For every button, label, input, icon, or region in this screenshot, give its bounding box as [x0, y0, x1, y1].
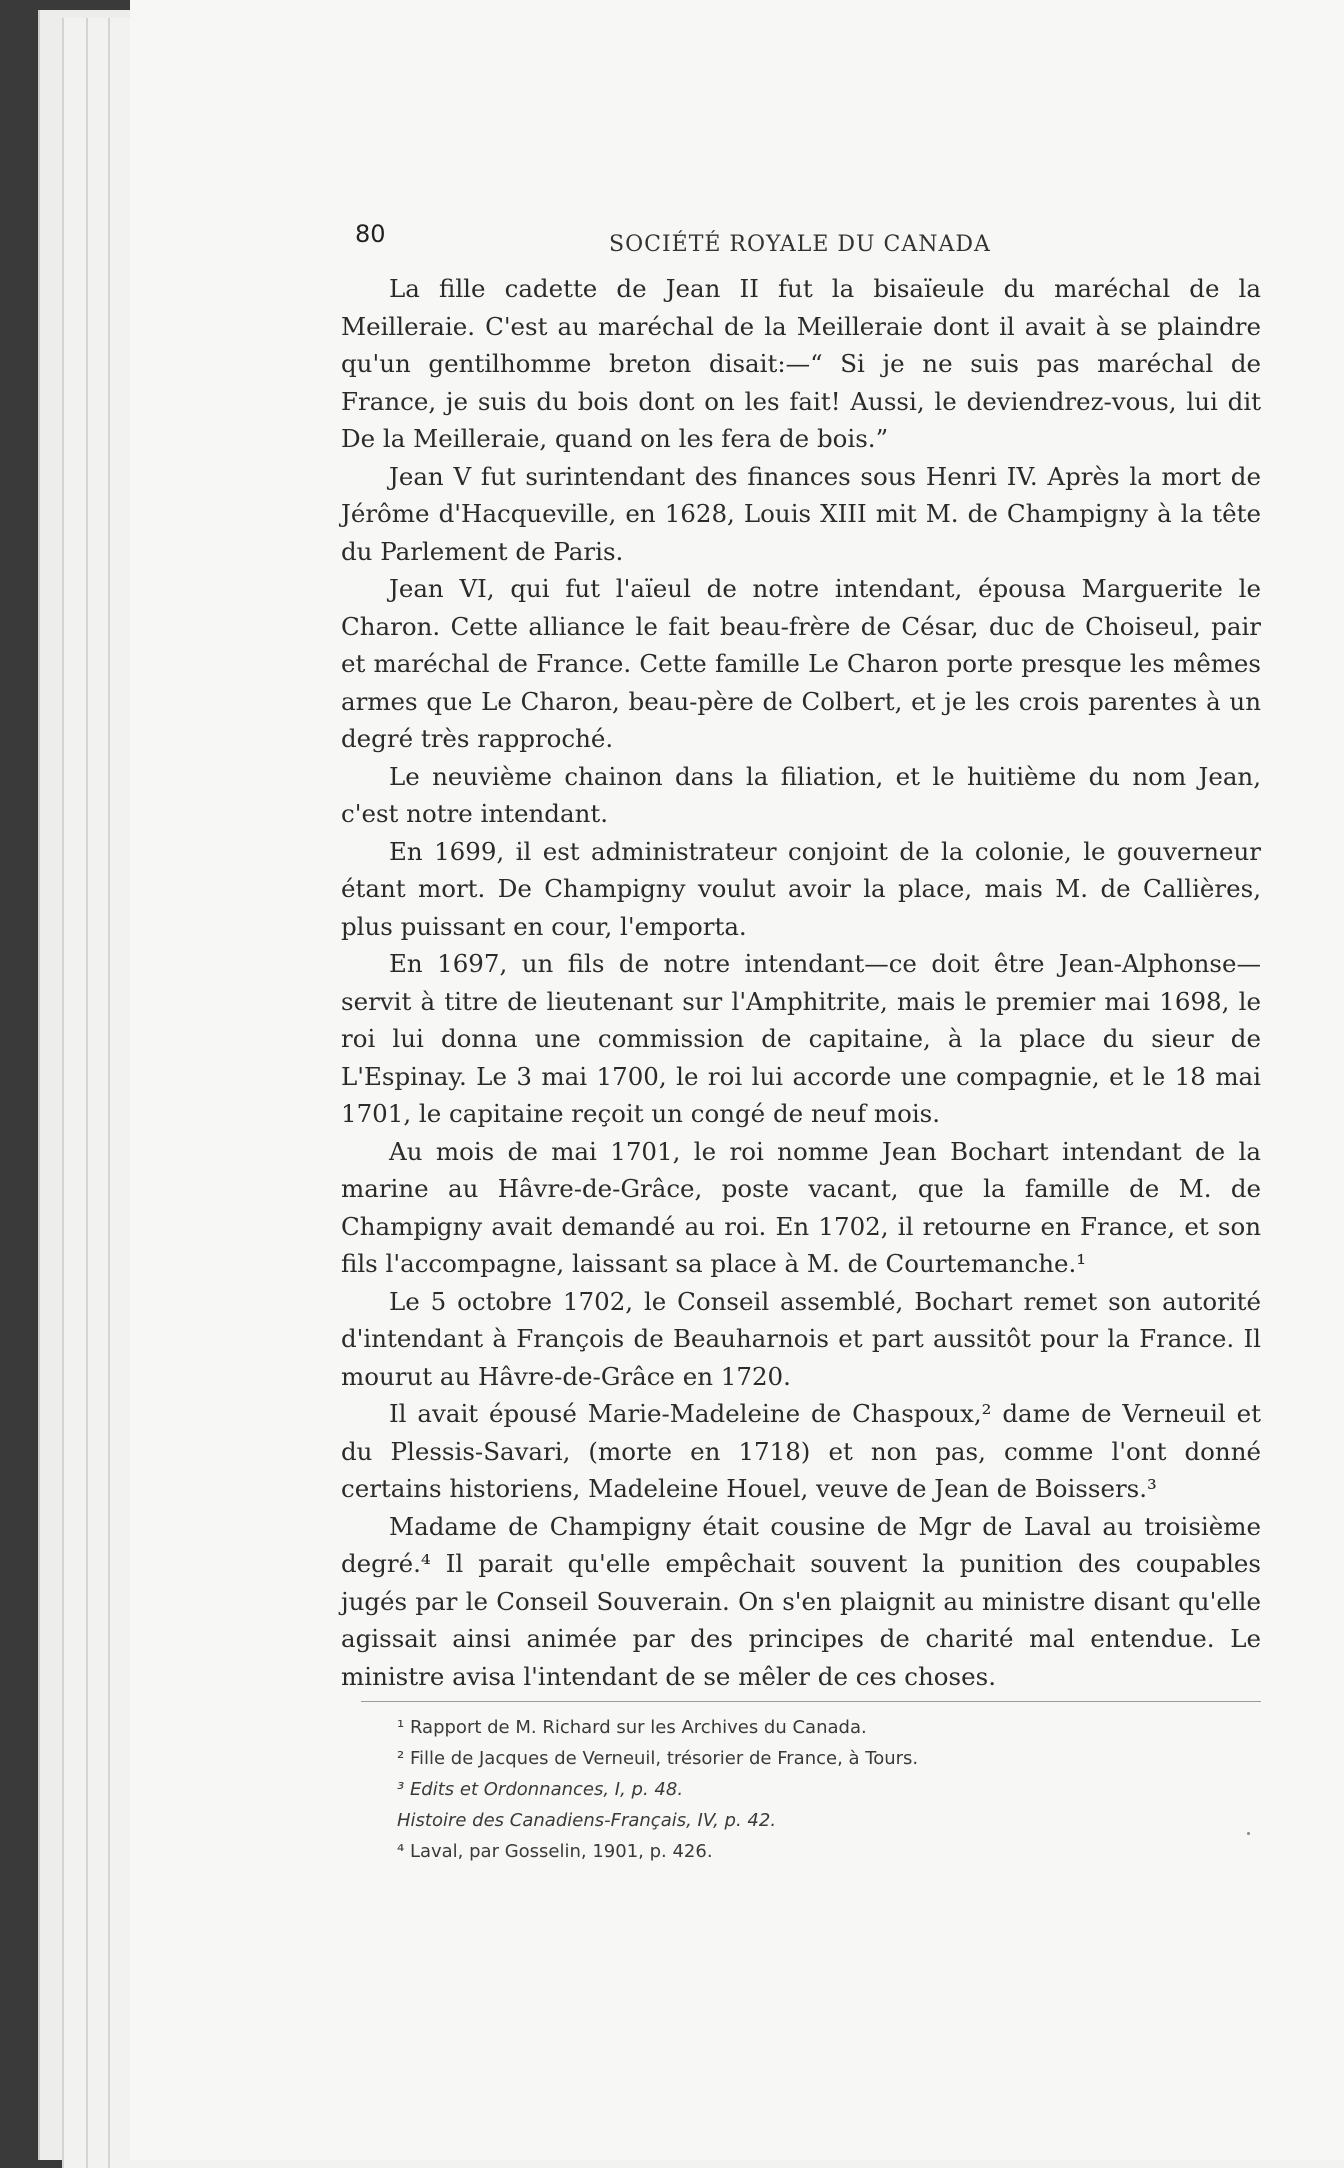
footnote: ³ Edits et Ordonnances, I, p. 48. — [397, 1779, 684, 1800]
footnote-divider — [361, 1701, 1261, 1702]
body-text — [341, 270, 1261, 1695]
paragraph: Le neuvième chainon dans la filiation, et le huitième du nom Jean, c'est notre intendant. — [341, 761, 1261, 828]
paragraph: Il avait épousé Marie-Madeleine de Chaspoux,² dame de Verneuil et du Plessis-Savari, (morte en 1718) et non pas, comme l'ont donné certains historiens, Madeleine Houel, veuve de Jean de Boissers.³ — [341, 1399, 1261, 1503]
paragraph: Le 5 octobre 1702, le Conseil assemblé, Bochart remet son autorité d'intendant à François de Beauharnois et part aussitôt pour la France. Il mourut au Hâvre-de-Grâce en 1720. — [341, 1286, 1261, 1391]
speck — [1247, 1832, 1250, 1835]
page-content — [223, 212, 1273, 1867]
paragraph: Jean VI, qui fut l'aïeul de notre intendant, épousa Marguerite le Charon. Cette alliance le fait beau-frère de César, duc de Choiseul, pair et maréchal de France. Cette famille Le Charon porte presque les mêmes armes que Le Charon, beau-père de Colbert, et je les crois parentes à un degré très rapproché. — [341, 574, 1261, 753]
footnote: Histoire des Canadiens-Français, IV, p. 42. — [397, 1810, 777, 1831]
footnote: ² Fille de Jacques de Verneuil, trésorier de France, à Tours. — [397, 1748, 919, 1769]
paragraph: La fille cadette de Jean II fut la bisaïeule du maréchal de la Meilleraie. C'est au maréchal de la Meilleraie dont il avait à se plaindre qu'un gentilhomme breton disait:—“ Si je ne suis pas maréchal de France, je suis du bois dont on les fait! Aussi, le deviendrez-vous, lui dit De la Meilleraie, quand on les fera de bois.” — [341, 274, 1261, 453]
paragraph: Madame de Champigny était cousine de Mgr de Laval au troisième degré.⁴ Il parait qu'elle empêchait souvent la punition des coupables jugés par le Conseil Souverain. On s'en plaignit au ministre disant qu'elle agissait ainsi animée par des principes de charité mal entendue. Le ministre avisa l'intendant de se mêler de ces choses. — [341, 1511, 1261, 1691]
paragraph: Jean V fut surintendant des finances sous Henri IV. Après la mort de Jérôme d'Hacqueville, en 1628, Louis XIII mit M. de Champigny à la tête du Parlement de Paris. — [341, 461, 1261, 566]
footnotes — [397, 1712, 1217, 1867]
running-title: SOCIÉTÉ ROYALE DU CANADA — [609, 232, 991, 257]
page-header — [223, 212, 1273, 270]
paragraph: Au mois de mai 1701, le roi nomme Jean Bochart intendant de la marine au Hâvre-de-Grâce, poste vacant, que la famille de M. de Champigny avait demandé au roi. En 1702, il retourne en France, et son fils l'accompagne, laissant sa place à M. de Courtemanche.¹ — [341, 1136, 1261, 1278]
paragraph: En 1699, il est administrateur conjoint de la colonie, le gouverneur étant mort. De Champigny voulut avoir la place, mais M. de Callières, plus puissant en cour, l'emporta. — [341, 836, 1261, 941]
footnote: ¹ Rapport de M. Richard sur les Archives du Canada. — [397, 1717, 867, 1738]
footnote: ⁴ Laval, par Gosselin, 1901, p. 426. — [397, 1841, 713, 1862]
page-number: 80 — [355, 220, 386, 248]
paragraph: En 1697, un fils de notre intendant—ce doit être Jean-Alphonse—servit à titre de lieutenant sur l'Amphitrite, mais le premier mai 1698, le roi lui donna une commission de capitaine, à la place du sieur de L'Espinay. Le 3 mai 1700, le roi lui accorde une compagnie, et le 18 mai 1701, le capitaine reçoit un congé de neuf mois. — [341, 949, 1261, 1128]
